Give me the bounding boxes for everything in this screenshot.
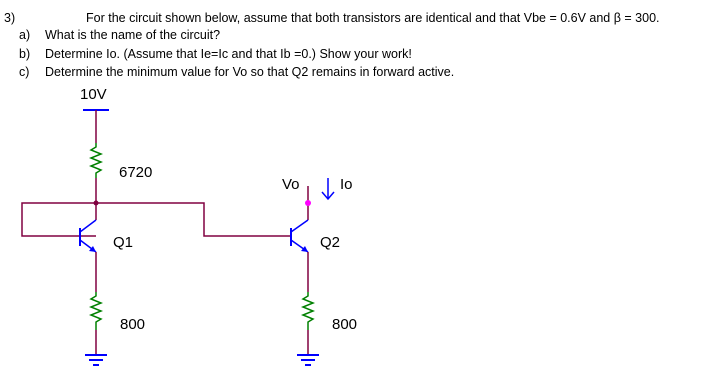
q2-transistor [291, 220, 308, 252]
supply-rail [83, 110, 109, 143]
vo-node [305, 200, 311, 206]
q1-base-collector-wire [22, 203, 96, 236]
q2-emitter-resistor [303, 292, 313, 330]
q1-emitter-resistor [91, 292, 101, 330]
part-a-marker: a) [19, 28, 31, 42]
part-c-marker: c) [19, 65, 30, 79]
part-b-marker: b) [19, 47, 31, 61]
question-number: 3) [4, 11, 16, 25]
part-a-text: What is the name of the circuit? [45, 28, 221, 42]
q2-ground-icon [297, 355, 319, 365]
io-label: Io [340, 176, 353, 193]
q1-emitter-resistor-label: 800 [120, 316, 146, 333]
q1-label: Q1 [113, 234, 134, 251]
q2-emitter-resistor-label: 800 [332, 316, 358, 333]
vo-label: Vo [282, 176, 300, 193]
io-arrow-icon [322, 178, 334, 199]
question-intro: For the circuit shown below, assume that both transistors are identical and that Vbe = 0.6V and β = 300. [86, 11, 660, 25]
q1-ground-icon [85, 355, 107, 365]
collector-resistor [91, 143, 101, 178]
collector-resistor-label: 6720 [119, 164, 153, 181]
part-c-text: Determine the minimum value for Vo so that Q2 remains in forward active. [45, 65, 455, 79]
part-b-text: Determine Io. (Assume that Ie=Ic and that Ib =0.) Show your work! [45, 47, 412, 61]
q2-label: Q2 [320, 234, 341, 251]
supply-voltage-label: 10V [80, 86, 107, 103]
